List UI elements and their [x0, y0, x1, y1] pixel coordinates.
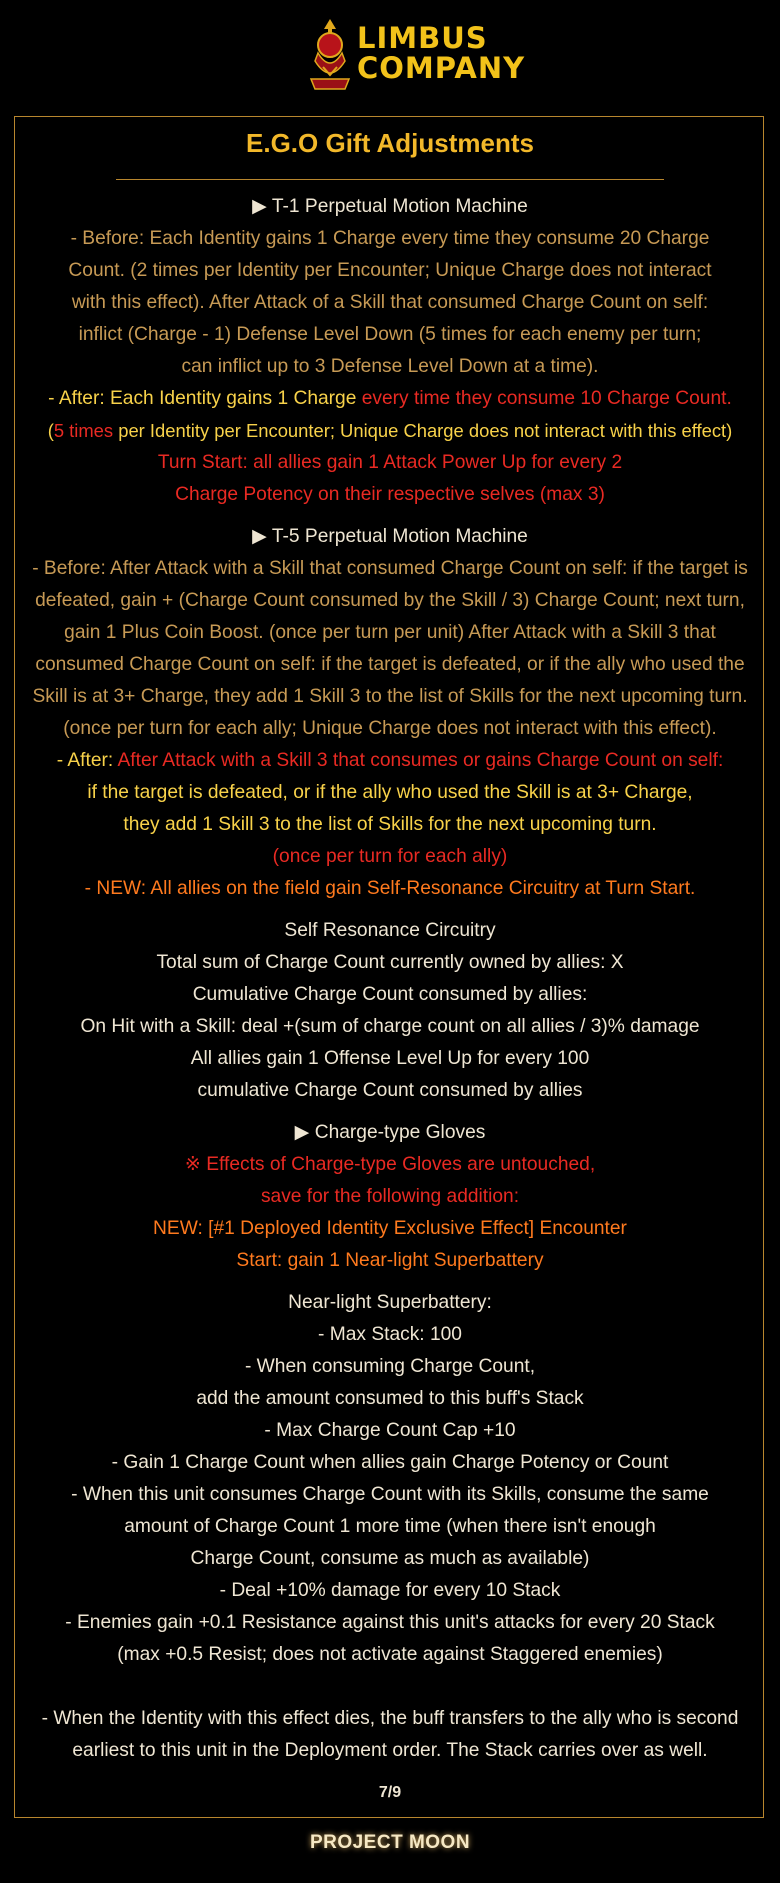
t5-after-line-1: [18, 745, 762, 777]
t5-header: ▶ T-5 Perpetual Motion Machine: [252, 526, 528, 547]
logo-wordmark: [357, 23, 525, 83]
t5-before-line: defeated, gain + (Charge Count consumed by the Skill / 3) Charge Count; next turn,: [35, 590, 745, 611]
t1-after-text: - After: Each Identity gains 1 Charge: [48, 388, 362, 409]
t1-after-changed-text: 5 times: [53, 420, 114, 441]
gloves-new-line: NEW: [#1 Deployed Identity Exclusive Effect] Encounter: [153, 1218, 627, 1239]
t5-after-line-2: if the target is defeated, or if the ally who used the Skill is at 3+ Charge,: [87, 782, 693, 803]
t5-after-changed-text: After Attack with a Skill 3 that consumes or gains Charge Count on self:: [117, 750, 724, 771]
t5-after-text: - After:: [56, 750, 118, 771]
nls-line: - Deal +10% damage for every 10 Stack: [219, 1580, 561, 1601]
limbus-company-logo: [305, 15, 526, 95]
t5-before-line: consumed Charge Count on self: if the target is defeated, or if the ally who used the: [35, 654, 745, 675]
t5-before-line: gain 1 Plus Coin Boost. (once per turn per unit) After Attack with a Skill 3 that: [64, 622, 716, 643]
t5-before-line: Skill is at 3+ Charge, they add 1 Skill 3 to the list of Skills for the next upcoming turn.: [32, 686, 748, 707]
nls-line: - When consuming Charge Count,: [244, 1356, 536, 1377]
page-indicator: 7/9: [378, 1784, 402, 1801]
logo-line-1: LIMBUS: [357, 21, 488, 55]
t1-after-changed-text: every time they consume 10 Charge Count.: [361, 388, 732, 409]
t1-before-line: with this effect). After Attack of a Skill that consumed Charge Count on self:: [71, 292, 709, 313]
nls-line: add the amount consumed to this buff's Stack: [196, 1388, 584, 1409]
src-title: Self Resonance Circuitry: [284, 920, 496, 941]
src-line: All allies gain 1 Offense Level Up for every 100: [190, 1048, 590, 1069]
logo-emblem-icon: [305, 15, 355, 95]
gloves-header: ▶ Charge-type Gloves: [294, 1122, 486, 1143]
t1-after-line-3: Turn Start: all allies gain 1 Attack Power Up for every 2: [157, 452, 623, 473]
t1-before-line: - Before: Each Identity gains 1 Charge every time they consume 20 Charge: [70, 228, 710, 249]
t1-after-line-4: Charge Potency on their respective selves (max 3): [175, 484, 605, 505]
t1-after-text: (: [47, 420, 54, 441]
gloves-note-line: save for the following addition:: [260, 1186, 520, 1207]
t1-before-line: Count. (2 times per Identity per Encounter; Unique Charge does not interact: [68, 260, 712, 281]
t5-before-line: (once per turn for each ally; Unique Charge does not interact with this effect).: [63, 718, 717, 739]
t5-before-line: - Before: After Attack with a Skill that consumed Charge Count on self: if the target is: [32, 558, 748, 579]
t1-header: ▶ T-1 Perpetual Motion Machine: [252, 196, 528, 217]
t1-after-text: per Identity per Encounter; Unique Charge does not interact with this effect): [113, 420, 733, 441]
logo-line-2: COMPANY: [357, 51, 526, 85]
src-line: On Hit with a Skill: deal +(sum of charge count on all allies / 3)% damage: [80, 1016, 700, 1037]
nls-line: - Max Charge Count Cap +10: [264, 1420, 516, 1441]
gloves-note-line: ※ Effects of Charge-type Gloves are untouched,: [184, 1154, 596, 1175]
nls-line: - Max Stack: 100: [318, 1324, 462, 1345]
src-line: Cumulative Charge Count consumed by allies:: [192, 984, 588, 1005]
gloves-new-line: Start: gain 1 Near-light Superbattery: [236, 1250, 544, 1271]
t1-after-line-2: [18, 415, 762, 447]
t1-before-line: inflict (Charge - 1) Defense Level Down (5 times for each enemy per turn;: [78, 324, 702, 345]
nls-line: - Gain 1 Charge Count when allies gain Charge Potency or Count: [111, 1452, 669, 1473]
src-line: Total sum of Charge Count currently owned by allies: X: [156, 952, 624, 973]
nls-death-line: earliest to this unit in the Deployment order. The Stack carries over as well.: [72, 1740, 708, 1761]
nls-title: Near-light Superbattery:: [288, 1292, 492, 1313]
t1-before-line: can inflict up to 3 Defense Level Down at a time).: [181, 356, 599, 377]
title-divider: [116, 179, 664, 180]
nls-line: amount of Charge Count 1 more time (when there isn't enough: [124, 1516, 656, 1537]
t5-new-line: - NEW: All allies on the field gain Self-Resonance Circuitry at Turn Start.: [84, 878, 696, 899]
nls-line: (max +0.5 Resist; does not activate against Staggered enemies): [117, 1644, 663, 1665]
t5-after-line-4: (once per turn for each ally): [272, 846, 508, 867]
nls-line: - When this unit consumes Charge Count with its Skills, consume the same: [71, 1484, 709, 1505]
nls-line: Charge Count, consume as much as available): [190, 1548, 590, 1569]
nls-death-line: - When the Identity with this effect dies, the buff transfers to the ally who is second: [41, 1708, 739, 1729]
src-line: cumulative Charge Count consumed by allies: [197, 1080, 583, 1101]
t5-after-line-3: they add 1 Skill 3 to the list of Skills for the next upcoming turn.: [123, 814, 657, 835]
page-title: E.G.O Gift Adjustments: [246, 128, 534, 158]
project-moon-footer: PROJECT MOON: [309, 1832, 471, 1853]
patch-notes-body: [18, 191, 762, 1809]
t1-after-line-1: [18, 383, 762, 415]
nls-line: - Enemies gain +0.1 Resistance against this unit's attacks for every 20 Stack: [65, 1612, 715, 1633]
